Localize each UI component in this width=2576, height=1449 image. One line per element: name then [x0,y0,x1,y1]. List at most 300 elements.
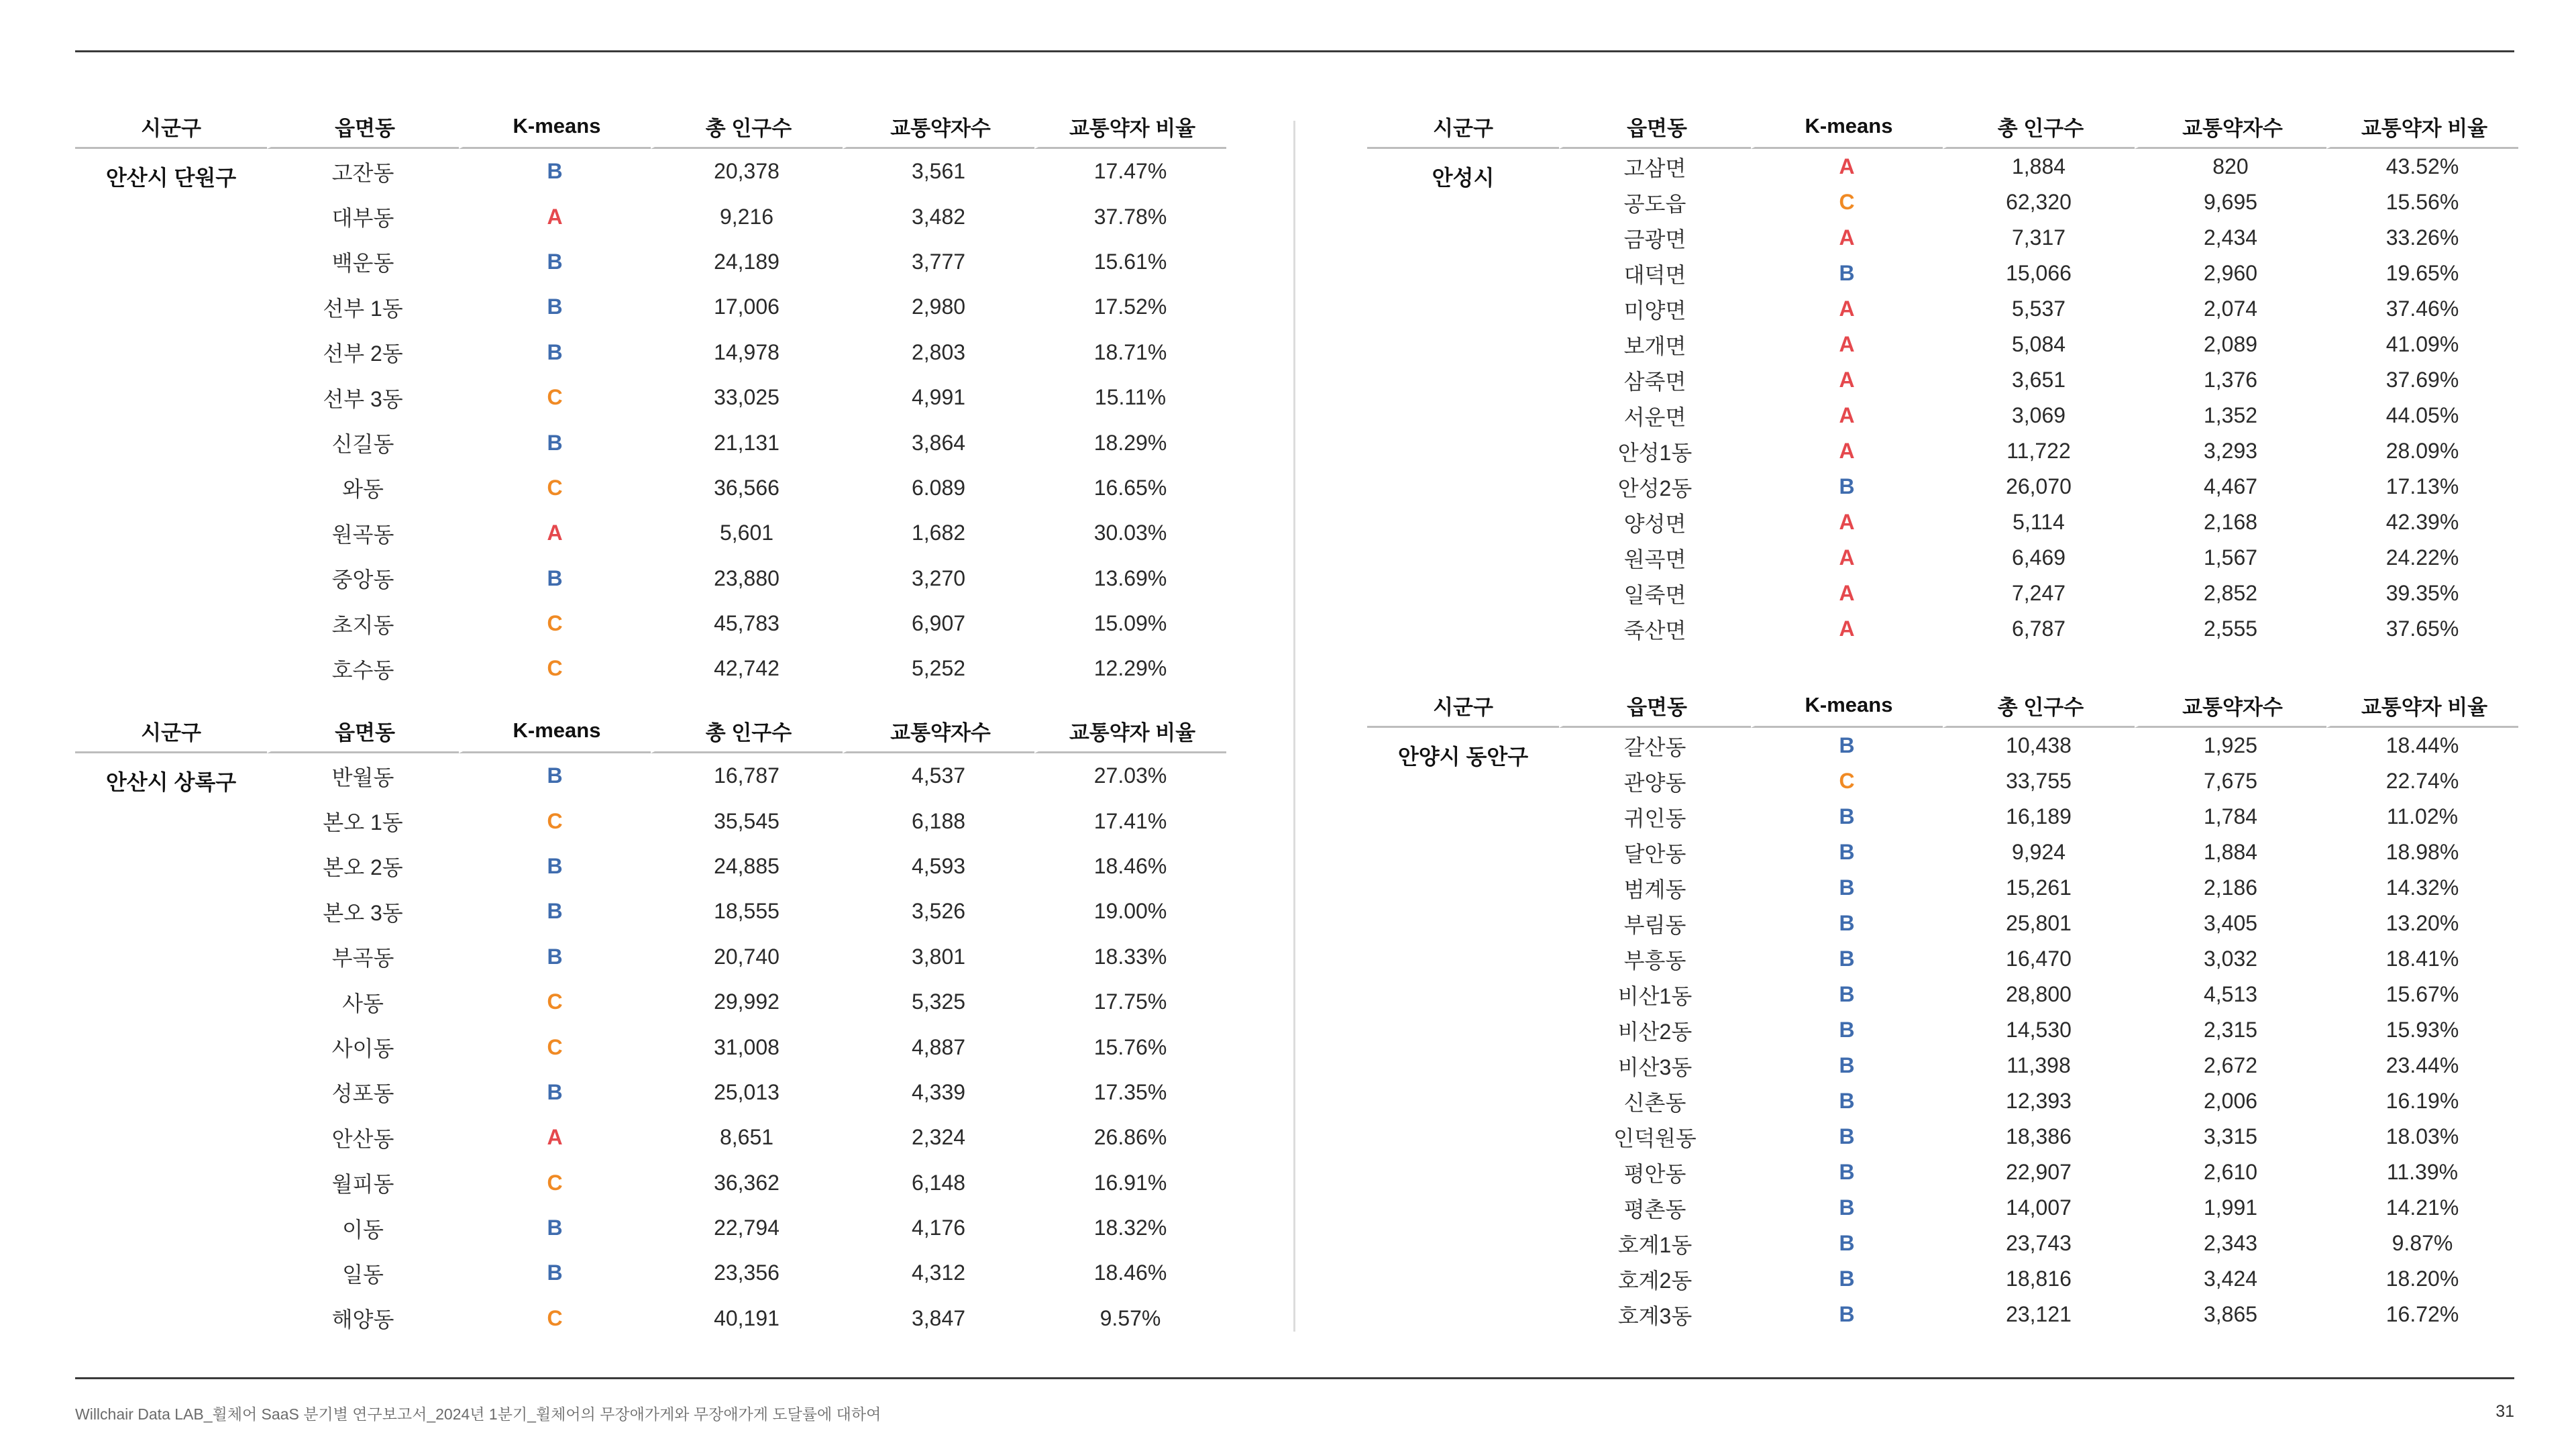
vulnerable-count-cell: 6,188 [911,808,966,833]
population-cell: 7,317 [2011,225,2066,250]
population-cell: 11,398 [2006,1053,2071,1077]
vulnerable-ratio-cell: 15.09% [1093,611,1167,636]
kmeans-cell: B [1839,875,1855,900]
kmeans-cell: B [547,566,563,590]
column-header: 읍면동 [1559,684,1751,728]
vulnerable-count-cell: 1,991 [2203,1195,2258,1220]
vulnerable-count-cell: 2,343 [2203,1231,2258,1255]
population-cell: 15,261 [2006,875,2072,900]
kmeans-cell: C [547,1170,563,1195]
vulnerable-ratio-cell: 17.13% [2385,474,2459,498]
district-cell: 와동 [342,477,384,502]
population-cell: 7,247 [2011,581,2066,605]
kmeans-cell: A [1839,581,1855,605]
population-cell: 20,740 [714,944,780,969]
district-cell: 해양동 [331,1307,394,1332]
population-cell: 23,880 [714,566,780,590]
kmeans-cell: A [1839,439,1855,463]
kmeans-cell: B [547,944,563,969]
district-cell: 호계2동 [1617,1268,1693,1293]
population-cell: 14,978 [714,339,780,364]
kmeans-cell: A [1839,225,1855,250]
kmeans-cell: C [1839,769,1855,793]
district-cell: 사동 [342,991,384,1016]
population-cell: 42,742 [714,656,780,681]
vulnerable-ratio-cell: 16.91% [1093,1170,1167,1195]
vulnerable-count-cell: 2,803 [911,339,966,364]
population-cell: 5,114 [2012,510,2065,534]
vulnerable-count-cell: 3,847 [911,1305,966,1330]
population-cell: 14,530 [2006,1018,2072,1042]
column-header: 총 인구수 [651,105,843,149]
vulnerable-count-cell: 2,006 [2203,1089,2258,1113]
column-header: 교통약자수 [2135,105,2326,149]
vulnerable-count-cell: 2,610 [2203,1160,2258,1184]
vulnerable-ratio-cell: 17.35% [1093,1079,1167,1104]
vulnerable-ratio-cell: 17.47% [1093,159,1167,184]
kmeans-cell: B [1839,1089,1855,1113]
vulnerable-ratio-cell: 18.20% [2385,1267,2459,1291]
vulnerable-ratio-cell: 17.75% [1093,989,1167,1014]
vulnerable-count-cell: 2,852 [2203,581,2258,605]
district-cell: 일동 [342,1262,384,1287]
population-cell: 10,438 [2006,733,2072,757]
district-cell: 월피동 [331,1172,394,1197]
district-cell: 본오 3동 [323,900,403,925]
kmeans-cell: B [1839,1124,1855,1148]
district-cell: 고삼면 [1623,156,1686,180]
kmeans-cell: B [547,339,563,364]
kmeans-cell: B [547,294,563,319]
population-cell: 14,007 [2006,1195,2072,1220]
vulnerable-count-cell: 4,339 [911,1079,966,1104]
district-cell: 백운동 [331,251,394,276]
district-cell: 선부 3동 [323,386,403,411]
vulnerable-count-cell: 2,315 [2203,1018,2258,1042]
column-header: 교통약자수 [843,710,1034,753]
vulnerable-count-cell: 1,682 [911,521,966,545]
vulnerable-count-cell: 3,801 [911,944,966,969]
district-cell: 보개면 [1623,333,1686,358]
district-cell: 안산동 [331,1126,394,1151]
population-cell: 6,469 [2011,545,2066,570]
vulnerable-ratio-cell: 17.52% [1093,294,1167,319]
vulnerable-count-cell: 3,482 [911,204,966,229]
vulnerable-ratio-cell: 14.21% [2385,1195,2459,1220]
column-header: 총 인구수 [1943,684,2135,728]
vulnerable-count-cell: 2,089 [2203,332,2258,356]
population-cell: 11,722 [2006,439,2071,463]
district-cell: 본오 2동 [323,855,403,880]
district-cell: 초지동 [331,612,394,637]
column-header: 읍면동 [267,105,459,149]
vulnerable-ratio-cell: 19.00% [1093,899,1167,924]
kmeans-cell: A [1839,332,1855,356]
vulnerable-count-cell: 1,884 [2203,840,2258,864]
vulnerable-ratio-cell: 33.26% [2385,225,2459,250]
table-ansan-sangrok [75,710,1226,1341]
kmeans-cell: B [547,899,563,924]
district-cell: 비산1동 [1617,983,1693,1008]
kmeans-cell: B [1839,1195,1855,1220]
population-cell: 24,885 [714,853,780,878]
kmeans-cell: C [547,385,563,410]
vulnerable-ratio-cell: 16.19% [2385,1089,2459,1113]
kmeans-cell: A [1839,297,1855,321]
vulnerable-ratio-cell: 42.39% [2385,510,2459,534]
district-cell: 부림동 [1623,912,1686,937]
population-cell: 29,992 [714,989,780,1014]
column-header: 교통약자 비율 [2326,684,2518,728]
population-cell: 40,191 [714,1305,780,1330]
kmeans-cell: C [1839,190,1855,214]
population-cell: 31,008 [714,1034,780,1059]
vulnerable-count-cell: 3,864 [911,430,966,455]
district-cell: 호계3동 [1617,1303,1693,1328]
vulnerable-ratio-cell: 12.29% [1093,656,1167,681]
district-cell: 서운면 [1623,405,1686,429]
district-cell: 평안동 [1623,1161,1686,1186]
footer-title: Willchair Data LAB_휠체어 SaaS 분기별 연구보고서_2024년 1분기_휠체어의 무장애가게와 무장애가게 도달률에 대하여 [75,1405,881,1423]
population-cell: 12,393 [2006,1089,2072,1113]
column-header: 교통약자 비율 [2326,105,2518,149]
header-row [1367,684,2518,728]
kmeans-cell: B [1839,1267,1855,1291]
district-cell: 이동 [342,1217,384,1242]
district-cell: 대덕면 [1623,262,1686,287]
kmeans-cell: B [547,1260,563,1285]
column-header: 시군구 [75,105,267,149]
column-header: 총 인구수 [1943,105,2135,149]
vulnerable-count-cell: 820 [2212,154,2249,178]
district-cell: 금광면 [1623,227,1686,252]
kmeans-cell: B [1839,840,1855,864]
district-cell: 고잔동 [331,160,394,185]
column-divider [1293,121,1295,1332]
vulnerable-count-cell: 3,293 [2203,439,2258,463]
population-cell: 15,066 [2006,261,2072,285]
vulnerable-ratio-cell: 24.22% [2385,545,2459,570]
district-cell: 삼죽면 [1623,369,1686,394]
vulnerable-count-cell: 2,186 [2203,875,2258,900]
vulnerable-ratio-cell: 18.98% [2385,840,2459,864]
vulnerable-ratio-cell: 11.02% [2386,804,2459,828]
vulnerable-ratio-cell: 18.29% [1093,430,1167,455]
column-header: 교통약자 비율 [1034,710,1226,753]
kmeans-cell: C [547,989,563,1014]
district-cell: 반월동 [331,765,394,790]
vulnerable-count-cell: 3,777 [911,249,966,274]
district-cell: 선부 1동 [323,296,403,321]
column-header: 교통약자수 [843,105,1034,149]
population-cell: 24,189 [714,249,780,274]
population-cell: 5,601 [719,521,774,545]
district-cell: 인덕원동 [1613,1126,1697,1150]
population-cell: 20,378 [714,159,780,184]
population-cell: 6,787 [2011,616,2066,641]
kmeans-cell: B [547,853,563,878]
vulnerable-count-cell: 1,376 [2203,368,2258,392]
table-row [1367,728,2518,763]
vulnerable-ratio-cell: 15.11% [1094,385,1167,410]
population-cell: 35,545 [714,808,780,833]
vulnerable-ratio-cell: 11.39% [2386,1160,2459,1184]
vulnerable-count-cell: 4,312 [911,1260,966,1285]
population-cell: 25,013 [714,1079,780,1104]
header-row [1367,105,2518,149]
vulnerable-ratio-cell: 17.41% [1093,808,1167,833]
population-cell: 22,907 [2006,1160,2072,1184]
vulnerable-ratio-cell: 19.65% [2385,261,2459,285]
district-cell: 호계1동 [1617,1232,1693,1257]
population-cell: 5,537 [2011,297,2066,321]
vulnerable-count-cell: 4,887 [911,1034,966,1059]
population-cell: 23,356 [714,1260,780,1285]
district-cell: 양성면 [1623,511,1686,536]
vulnerable-count-cell: 2,434 [2203,225,2258,250]
district-cell: 공도읍 [1623,191,1686,216]
vulnerable-ratio-cell: 27.03% [1093,763,1167,788]
table-row [75,753,1226,798]
district-cell: 원곡동 [331,522,394,547]
vulnerable-ratio-cell: 9.87% [2392,1231,2453,1255]
table-row [75,149,1226,194]
column-header: 총 인구수 [651,710,843,753]
population-cell: 18,386 [2006,1124,2072,1148]
region-label: 안성시 [1432,166,1495,190]
district-cell: 선부 2동 [323,341,403,366]
kmeans-cell: A [547,521,563,545]
population-cell: 16,787 [714,763,780,788]
kmeans-cell: B [1839,733,1855,757]
vulnerable-ratio-cell: 9.57% [1099,1305,1161,1330]
population-cell: 16,189 [2006,804,2072,828]
vulnerable-ratio-cell: 15.61% [1093,249,1167,274]
kmeans-cell: A [1839,510,1855,534]
population-cell: 5,084 [2011,332,2066,356]
vulnerable-count-cell: 6,148 [911,1170,966,1195]
header-row [75,710,1226,753]
vulnerable-ratio-cell: 15.93% [2385,1018,2459,1042]
vulnerable-count-cell: 1,567 [2203,545,2258,570]
vulnerable-count-cell: 9,695 [2203,190,2258,214]
population-cell: 33,025 [714,385,780,410]
vulnerable-count-cell: 3,561 [911,159,966,184]
vulnerable-ratio-cell: 37.78% [1093,204,1167,229]
vulnerable-ratio-cell: 13.20% [2385,911,2459,935]
vulnerable-ratio-cell: 18.03% [2385,1124,2459,1148]
population-cell: 18,816 [2006,1267,2072,1291]
vulnerable-ratio-cell: 18.44% [2385,733,2459,757]
vulnerable-ratio-cell: 18.41% [2385,947,2459,971]
vulnerable-count-cell: 3,270 [911,566,966,590]
district-cell: 부곡동 [331,946,394,971]
vulnerable-count-cell: 1,784 [2203,804,2258,828]
vulnerable-ratio-cell: 37.46% [2385,297,2459,321]
kmeans-cell: A [1839,403,1855,427]
table-ansan-danwon [75,105,1226,692]
vulnerable-count-cell: 6.089 [911,475,966,500]
district-cell: 일죽면 [1623,582,1686,607]
region-label: 안산시 상록구 [105,770,237,794]
kmeans-cell: B [547,249,563,274]
vulnerable-ratio-cell: 18.33% [1093,944,1167,969]
vulnerable-count-cell: 2,074 [2203,297,2258,321]
kmeans-cell: B [1839,261,1855,285]
vulnerable-count-cell: 3,315 [2203,1124,2258,1148]
vulnerable-count-cell: 3,526 [911,899,966,924]
district-cell: 죽산면 [1623,618,1686,643]
population-cell: 9,216 [719,204,774,229]
district-cell: 귀인동 [1623,806,1686,830]
kmeans-cell: C [547,656,563,681]
district-cell: 평촌동 [1623,1197,1686,1222]
vulnerable-count-cell: 4,467 [2203,474,2258,498]
region-label: 안양시 동안구 [1397,745,1529,769]
vulnerable-count-cell: 1,352 [2203,403,2258,427]
vulnerable-ratio-cell: 28.09% [2385,439,2459,463]
vulnerable-count-cell: 2,672 [2203,1053,2258,1077]
population-cell: 16,470 [2006,947,2072,971]
district-cell: 원곡면 [1623,547,1686,572]
vulnerable-ratio-cell: 41.09% [2385,332,2459,356]
vulnerable-ratio-cell: 18.32% [1093,1216,1167,1240]
kmeans-cell: C [547,1034,563,1059]
column-header: K-means [459,105,651,149]
district-cell: 비산3동 [1617,1055,1693,1079]
district-cell: 대부동 [331,206,394,231]
vulnerable-count-cell: 4,513 [2203,982,2258,1006]
kmeans-cell: B [547,1079,563,1104]
column-header: K-means [1751,684,1943,728]
district-cell: 성포동 [331,1081,394,1106]
vulnerable-count-cell: 7,675 [2203,769,2258,793]
population-cell: 36,566 [714,475,780,500]
population-cell: 23,121 [2006,1302,2072,1326]
kmeans-cell: B [1839,982,1855,1006]
population-cell: 25,801 [2006,911,2072,935]
population-cell: 22,794 [714,1216,780,1240]
kmeans-cell: B [1839,947,1855,971]
district-cell: 안성2동 [1617,476,1693,500]
kmeans-cell: B [1839,1302,1855,1326]
kmeans-cell: B [1839,1160,1855,1184]
population-cell: 3,069 [2011,403,2066,427]
vulnerable-ratio-cell: 30.03% [1093,521,1167,545]
population-cell: 3,651 [2011,368,2066,392]
population-cell: 36,362 [714,1170,780,1195]
kmeans-cell: A [1839,154,1855,178]
kmeans-cell: C [547,808,563,833]
vulnerable-ratio-cell: 26.86% [1093,1125,1167,1150]
vulnerable-count-cell: 5,252 [911,656,966,681]
column-header: K-means [1751,105,1943,149]
kmeans-cell: A [547,1125,563,1150]
vulnerable-count-cell: 4,991 [911,385,966,410]
column-header: K-means [459,710,651,753]
district-cell: 비산2동 [1617,1019,1693,1044]
vulnerable-ratio-cell: 14.32% [2385,875,2459,900]
top-rule [75,50,2514,52]
vulnerable-ratio-cell: 13.69% [1093,566,1167,590]
kmeans-cell: B [1839,911,1855,935]
district-cell: 범계동 [1623,877,1686,902]
kmeans-cell: B [1839,1231,1855,1255]
vulnerable-ratio-cell: 23.44% [2385,1053,2459,1077]
vulnerable-ratio-cell: 16.72% [2385,1302,2459,1326]
vulnerable-ratio-cell: 15.76% [1093,1034,1167,1059]
header-row [75,105,1226,149]
vulnerable-count-cell: 4,176 [911,1216,966,1240]
vulnerable-ratio-cell: 16.65% [1093,475,1167,500]
kmeans-cell: B [547,159,563,184]
population-cell: 26,070 [2006,474,2072,498]
kmeans-cell: B [547,763,563,788]
column-header: 읍면동 [267,710,459,753]
kmeans-cell: B [1839,474,1855,498]
vulnerable-ratio-cell: 44.05% [2385,403,2459,427]
district-cell: 중앙동 [331,568,394,592]
kmeans-cell: B [1839,1053,1855,1077]
vulnerable-count-cell: 2,168 [2203,510,2258,534]
population-cell: 9,924 [2011,840,2066,864]
kmeans-cell: B [1839,804,1855,828]
vulnerable-count-cell: 2,960 [2203,261,2258,285]
population-cell: 28,800 [2006,982,2072,1006]
vulnerable-count-cell: 2,980 [911,294,966,319]
kmeans-cell: A [547,204,563,229]
kmeans-cell: C [547,475,563,500]
district-cell: 본오 1동 [323,810,403,835]
kmeans-cell: A [1839,368,1855,392]
population-cell: 18,555 [714,899,780,924]
district-cell: 호수동 [331,657,394,682]
kmeans-cell: A [1839,545,1855,570]
column-header: 교통약자수 [2135,684,2326,728]
kmeans-cell: B [547,430,563,455]
population-cell: 17,006 [714,294,780,319]
population-cell: 33,755 [2006,769,2072,793]
vulnerable-count-cell: 3,424 [2203,1267,2258,1291]
vulnerable-count-cell: 5,325 [911,989,966,1014]
population-cell: 8,651 [719,1125,774,1150]
district-cell: 미양면 [1623,298,1686,323]
vulnerable-ratio-cell: 18.71% [1093,339,1167,364]
vulnerable-count-cell: 3,865 [2203,1302,2258,1326]
population-cell: 21,131 [714,430,780,455]
column-header: 시군구 [75,710,267,753]
district-cell: 달안동 [1623,841,1686,866]
vulnerable-count-cell: 3,405 [2203,911,2258,935]
vulnerable-count-cell: 3,032 [2203,947,2258,971]
population-cell: 23,743 [2006,1231,2072,1255]
vulnerable-count-cell: 2,324 [911,1125,966,1150]
table-row [1367,149,2518,184]
vulnerable-count-cell: 2,555 [2203,616,2258,641]
vulnerable-ratio-cell: 15.56% [2385,190,2459,214]
vulnerable-ratio-cell: 18.46% [1093,1260,1167,1285]
column-header: 시군구 [1367,105,1559,149]
vulnerable-ratio-cell: 39.35% [2385,581,2459,605]
vulnerable-count-cell: 1,925 [2203,733,2258,757]
region-label: 안산시 단원구 [105,166,237,190]
population-cell: 1,884 [2011,154,2066,178]
vulnerable-ratio-cell: 15.67% [2385,982,2459,1006]
table-anseong [1367,105,2518,647]
kmeans-cell: C [547,1305,563,1330]
kmeans-cell: A [1839,616,1855,641]
vulnerable-ratio-cell: 18.46% [1093,853,1167,878]
